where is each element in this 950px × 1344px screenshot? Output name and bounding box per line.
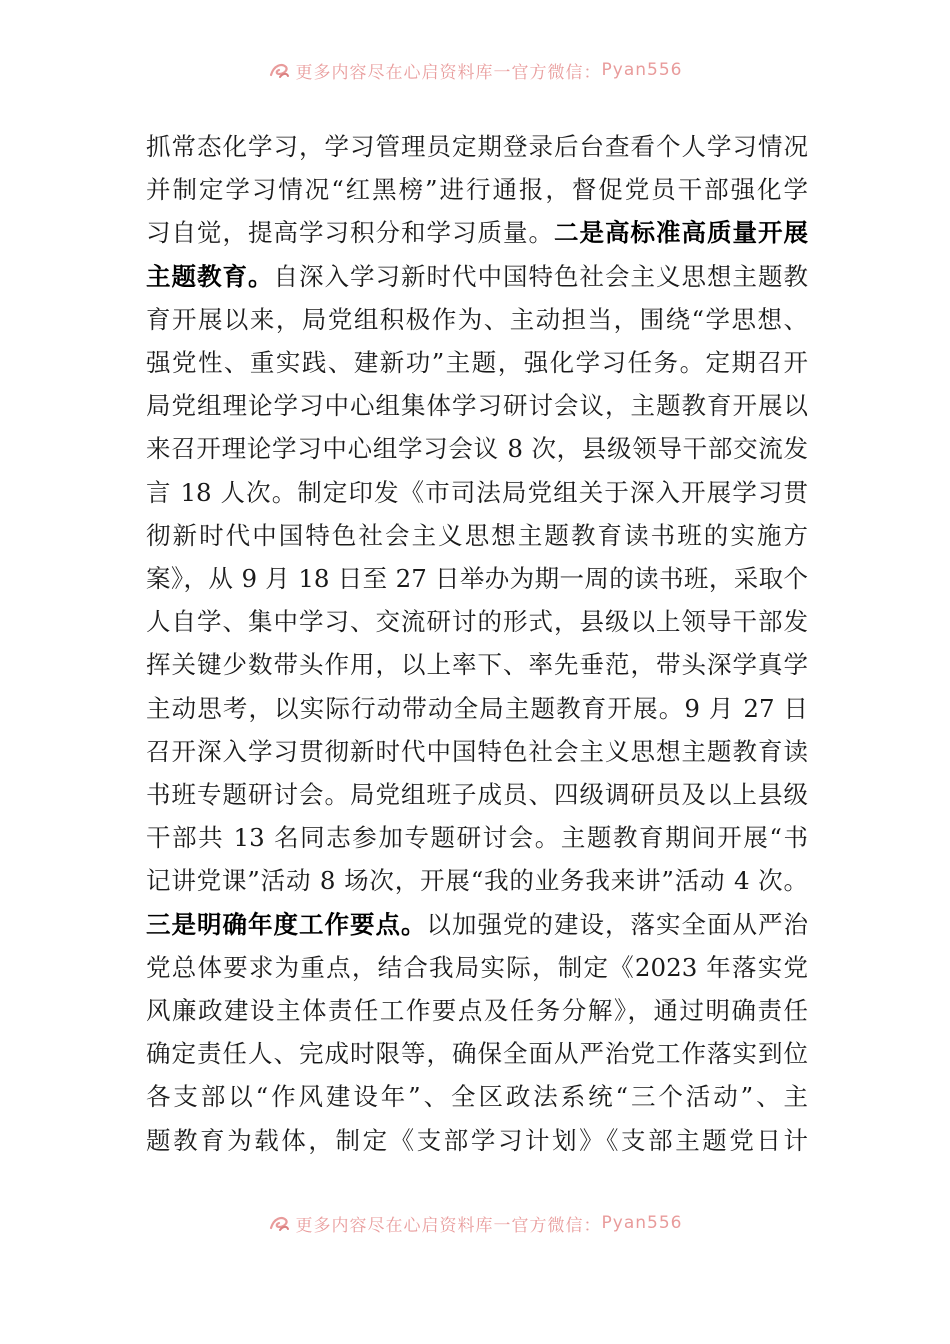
- document-body: [146, 125, 808, 1162]
- text-line: [146, 514, 808, 557]
- text-line: [146, 427, 808, 470]
- bold-heading-run: 主题教育。: [146, 261, 274, 291]
- brand-logo-icon: [268, 59, 290, 81]
- text-run: 以加强党的建设，落实全面从严治: [426, 909, 808, 939]
- text-run: 局党组理论学习中心组集体学习研讨会议，主题教育开展以: [146, 391, 808, 421]
- text-line: [146, 816, 808, 859]
- text-line: [146, 773, 808, 816]
- text-run: 确定责任人、完成时限等，确保全面从严治党工作落实到位: [146, 1039, 808, 1069]
- bold-heading-run: 三是明确年度工作要点。: [146, 909, 427, 939]
- text-line: [146, 1032, 808, 1075]
- brand-logo-icon: [268, 1212, 290, 1234]
- text-run: 自深入学习新时代中国特色社会主义思想主题教: [273, 261, 808, 291]
- text-run: 彻新时代中国特色社会主义思想主题教育读书班的实施方: [146, 520, 808, 550]
- watermark-wechat-id: Pyan556: [601, 60, 683, 80]
- text-line: [146, 600, 808, 643]
- text-line: [146, 168, 808, 211]
- text-line: [146, 989, 808, 1032]
- text-run: 召开深入学习贯彻新时代中国特色社会主义思想主题教育读: [146, 736, 808, 766]
- text-run: 抓常态化学习，学习管理员定期登录后台查看个人学习情况: [146, 132, 808, 161]
- text-run: 来召开理论学习中心组学习会议 8 次，县级领导干部交流发: [146, 434, 808, 464]
- text-run: 各支部以“作风建设年”、全区政法系统“三个活动”、主: [146, 1082, 808, 1112]
- bold-heading-run: 二是高标准高质量开展: [554, 218, 808, 248]
- text-run: 书班专题研讨会。局党组班子成员、四级调研员及以上县级: [146, 780, 808, 810]
- watermark-header: [0, 53, 950, 87]
- text-line: [146, 557, 808, 600]
- text-run: 言 18 人次。制定印发《市司法局党组关于深入开展学习贯: [146, 477, 808, 507]
- text-line: [146, 1075, 808, 1118]
- text-run: 案》，从 9 月 18 日至 27 日举办为期一周的读书班，采取个: [146, 564, 808, 594]
- text-run: 习自觉，提高学习积分和学习质量。: [146, 218, 554, 248]
- watermark-wechat-id: Pyan556: [601, 1213, 683, 1233]
- watermark-footer: [0, 1206, 950, 1240]
- watermark-text: 更多内容尽在心启资料库一官方微信：: [295, 1215, 602, 1236]
- text-run: 人自学、集中学习、交流研讨的形式，县级以上领导干部发: [146, 607, 808, 637]
- watermark-text: 更多内容尽在心启资料库一官方微信：: [295, 62, 602, 83]
- text-run: 风廉政建设主体责任工作要点及任务分解》，通过明确责任: [146, 996, 808, 1026]
- text-line: [146, 341, 808, 384]
- text-line: [146, 298, 808, 341]
- text-line: [146, 643, 808, 686]
- text-line: [146, 384, 808, 427]
- text-run: 挥关键少数带头作用，以上率下、率先垂范，带头深学真学: [146, 650, 808, 680]
- text-run: 干部共 13 名同志参加专题研讨会。主题教育期间开展“书: [146, 823, 808, 853]
- text-line: [146, 1119, 808, 1162]
- text-run: 党总体要求为重点，结合我局实际，制定《2023 年落实党: [146, 952, 808, 982]
- text-run: 题教育为载体，制定《支部学习计划》《支部主题党日计: [146, 1125, 808, 1155]
- text-line: [146, 687, 808, 730]
- text-line: [146, 255, 808, 298]
- text-line: [146, 903, 808, 946]
- text-run: 主动思考，以实际行动带动全局主题教育开展。9 月 27 日: [146, 693, 808, 723]
- text-line: [146, 211, 808, 254]
- text-run: 记讲党课”活动 8 场次，开展“我的业务我来讲”活动 4 次。: [146, 866, 808, 896]
- text-line: [146, 125, 808, 168]
- text-line: [146, 471, 808, 514]
- text-line: [146, 859, 808, 902]
- text-run: 并制定学习情况“红黑榜”进行通报，督促党员干部强化学: [146, 175, 808, 205]
- text-line: [146, 730, 808, 773]
- text-line: [146, 946, 808, 989]
- text-run: 强党性、重实践、建新功”主题，强化学习任务。定期召开: [146, 348, 808, 378]
- text-run: 育开展以来，局党组积极作为、主动担当，围绕“学思想、: [146, 304, 808, 334]
